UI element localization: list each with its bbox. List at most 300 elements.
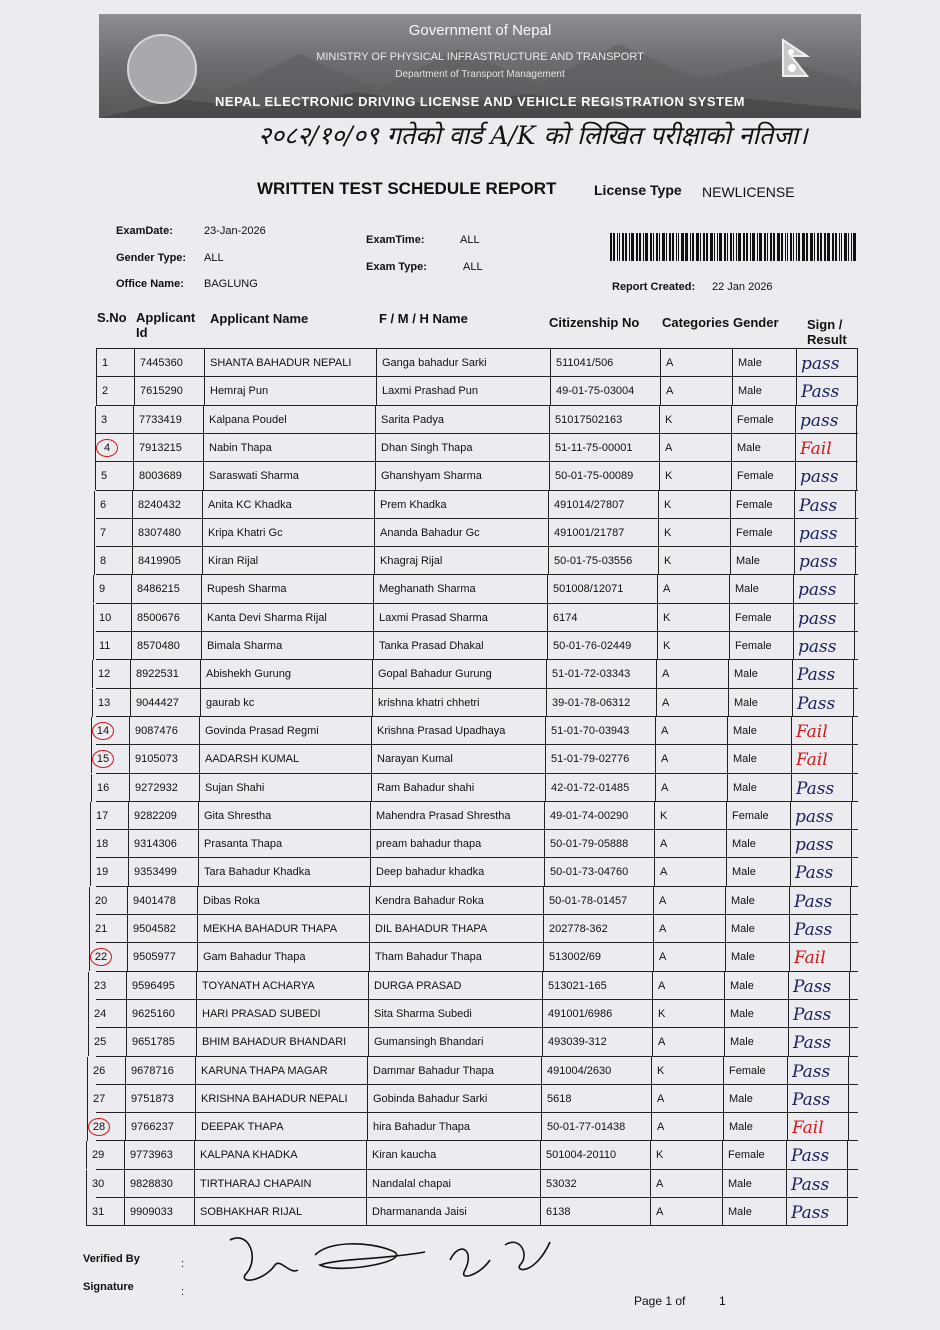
cell-result: pass — [793, 575, 855, 603]
barcode-bar — [738, 233, 741, 261]
cell-sno: 30 — [86, 1170, 124, 1198]
verified-by-label: Verified By — [83, 1253, 140, 1265]
department-title: Department of Transport Management — [395, 69, 565, 80]
table-row — [92, 1112, 858, 1141]
report-created-value: 22 Jan 2026 — [712, 281, 773, 293]
barcode-bar — [706, 233, 708, 261]
cell-category: K — [650, 1141, 722, 1169]
cell-category: A — [653, 915, 725, 943]
cell-sno — [89, 943, 127, 971]
exam-date-value: 23-Jan-2026 — [204, 225, 266, 237]
cell-name: TIRTHARAJ CHAPAIN — [194, 1170, 366, 1198]
cell-sno: 29 — [86, 1141, 124, 1169]
cell-id: 9044427 — [130, 689, 200, 717]
header-applicant-id: Applicant Id — [136, 310, 196, 340]
cell-sno: 11 — [93, 632, 131, 660]
barcode-bar — [743, 233, 745, 261]
table-row — [96, 348, 858, 377]
barcode-bar — [777, 233, 780, 261]
signature-colon: : — [181, 1286, 185, 1298]
cell-name: Kripa Khatri Gc — [202, 519, 374, 547]
cell-gender: Female — [731, 462, 795, 490]
cell-sno: 1 — [96, 349, 134, 377]
cell-id: 8486215 — [131, 575, 201, 603]
cell-name: BHIM BAHADUR BHANDARI — [196, 1028, 368, 1056]
barcode-bar — [619, 233, 620, 261]
table-row — [93, 1056, 858, 1085]
cell-sno — [87, 1113, 125, 1141]
barcode-bar — [832, 233, 834, 261]
header-categories: Categories — [662, 315, 730, 330]
exam-time-value: ALL — [460, 234, 480, 246]
cell-gender: Male — [728, 689, 792, 717]
barcode-bar — [643, 233, 644, 261]
barcode-bar — [672, 233, 674, 261]
cell-fmh: Dhan Singh Thapa — [375, 434, 549, 462]
cell-result: Pass — [789, 915, 851, 943]
barcode-bar — [610, 233, 612, 261]
cell-name: Gita Shrestha — [198, 802, 370, 830]
cell-id: 9596495 — [126, 972, 196, 1000]
cell-name: Govinda Prasad Regmi — [199, 717, 371, 745]
barcode-bar — [656, 233, 658, 261]
barcode-bar — [841, 233, 842, 261]
cell-result: pass — [790, 802, 852, 830]
cell-result: Fail — [789, 943, 851, 971]
cell-sno: 21 — [89, 915, 127, 943]
cell-category: A — [653, 887, 725, 915]
cell-gender: Male — [727, 717, 791, 745]
barcode-bar — [622, 233, 624, 261]
cell-fmh: Ghanshyam Sharma — [375, 462, 549, 490]
cell-citizenship: 50-01-73-04760 — [544, 858, 654, 886]
cell-gender: Female — [722, 1141, 786, 1169]
barcode-bar — [692, 233, 694, 261]
cell-category: A — [651, 1113, 723, 1141]
cell-citizenship: 50-01-78-01457 — [543, 887, 653, 915]
circled-sno-mark: 14 — [92, 722, 114, 740]
barcode-bar — [685, 233, 688, 261]
cell-sno: 31 — [86, 1198, 124, 1226]
barcode-bar — [820, 233, 822, 261]
table-row — [96, 942, 858, 971]
barcode-bar — [703, 233, 705, 261]
cell-result: pass — [796, 349, 858, 377]
cell-name: Bimala Sharma — [201, 632, 373, 660]
nepal-flag-icon — [781, 38, 811, 78]
cell-fmh: Ananda Bahadur Gc — [374, 519, 548, 547]
cell-gender: Female — [729, 632, 793, 660]
government-title: Government of Nepal — [408, 22, 552, 39]
cell-id: 9766237 — [125, 1113, 195, 1141]
cell-result: Fail — [791, 745, 853, 773]
cell-id: 7445360 — [134, 349, 204, 377]
cell-category: A — [650, 1198, 722, 1226]
cell-sno: 26 — [87, 1057, 125, 1085]
cell-name: HARI PRASAD SUBEDI — [196, 1000, 368, 1028]
table-row — [96, 376, 858, 405]
cell-id: 9087476 — [129, 717, 199, 745]
cell-name: SOBHAKHAR RIJAL — [194, 1198, 366, 1226]
table-row — [96, 688, 858, 717]
cell-name: KRISHNA BAHADUR NEPALI — [195, 1085, 367, 1113]
cell-name: Rupesh Sharma — [201, 575, 373, 603]
table-row — [93, 1084, 858, 1113]
barcode-bar — [650, 233, 652, 261]
barcode-bar — [678, 233, 679, 261]
barcode-bar — [669, 233, 671, 261]
table-row — [92, 1140, 858, 1169]
cell-sno — [91, 717, 129, 745]
cell-category: A — [654, 858, 726, 886]
cell-result: Pass — [794, 491, 856, 519]
cell-result: Pass — [792, 689, 854, 717]
cell-fmh: Gobinda Bahadur Sarki — [367, 1085, 541, 1113]
cell-result: Pass — [792, 660, 854, 688]
cell-result: Pass — [791, 774, 853, 802]
cell-fmh: Laxmi Prashad Pun — [376, 377, 550, 405]
header-applicant-name: Applicant Name — [210, 311, 309, 326]
cell-gender: Male — [723, 1113, 787, 1141]
page-total: 1 — [719, 1294, 726, 1308]
cell-citizenship: 491001/6986 — [542, 1000, 652, 1028]
table-row — [96, 971, 858, 1000]
barcode-bar — [631, 233, 634, 261]
cell-name: DEEPAK THAPA — [195, 1113, 367, 1141]
cell-sno: 13 — [92, 689, 130, 717]
barcode-bar — [733, 233, 734, 261]
cell-gender: Male — [725, 943, 789, 971]
cell-id: 9504582 — [127, 915, 197, 943]
barcode-bar — [806, 233, 808, 261]
cell-category: A — [650, 1170, 722, 1198]
barcode-bar — [666, 233, 667, 261]
barcode-bar — [796, 233, 797, 261]
barcode-bar — [681, 233, 684, 261]
cell-name: SHANTA BAHADUR NEPALI — [204, 349, 376, 377]
cell-citizenship: 51-01-79-02776 — [545, 745, 655, 773]
barcode-bar — [773, 233, 775, 261]
table-row — [96, 829, 858, 858]
barcode-bar — [727, 233, 728, 261]
cell-result: Pass — [786, 1198, 848, 1226]
cell-citizenship: 42-01-72-01485 — [545, 774, 655, 802]
cell-gender: Male — [724, 1000, 788, 1028]
cell-gender: Female — [730, 491, 794, 519]
cell-sno — [91, 745, 129, 773]
cell-name: Kalpana Poudel — [203, 406, 375, 434]
header-sno: S.No — [97, 310, 127, 325]
cell-citizenship: 501004-20110 — [540, 1141, 650, 1169]
barcode-bar — [790, 233, 792, 261]
cell-citizenship: 6138 — [540, 1198, 650, 1226]
cell-name: Saraswati Sharma — [203, 462, 375, 490]
cell-id: 8307480 — [132, 519, 202, 547]
cell-category: A — [660, 377, 732, 405]
cell-name: Kiran Rijal — [202, 547, 374, 575]
barcode-bar — [625, 233, 627, 261]
barcode-bar — [696, 233, 699, 261]
barcode-bar — [757, 233, 758, 261]
cell-name: Tara Bahadur Khadka — [198, 858, 370, 886]
header-banner — [99, 14, 861, 118]
cell-category: K — [654, 802, 726, 830]
cell-name: Prasanta Thapa — [198, 830, 370, 858]
barcode-icon — [610, 233, 858, 261]
barcode-bar — [639, 233, 641, 261]
cell-result: Pass — [796, 377, 858, 405]
cell-sno: 2 — [96, 377, 134, 405]
cell-fmh: krishna khatri chhetri — [372, 689, 546, 717]
cell-citizenship: 50-01-76-02449 — [547, 632, 657, 660]
cell-citizenship: 513002/69 — [543, 943, 653, 971]
cell-citizenship: 202778-362 — [543, 915, 653, 943]
cell-category: A — [655, 717, 727, 745]
cell-result: pass — [794, 547, 856, 575]
gender-type-value: ALL — [204, 252, 224, 264]
cell-result: Pass — [788, 1000, 850, 1028]
exam-type-value: ALL — [463, 261, 483, 273]
barcode-bar — [617, 233, 618, 261]
cell-fmh: Prem Khadka — [374, 491, 548, 519]
barcode-bar — [770, 233, 772, 261]
barcode-bar — [662, 233, 665, 261]
barcode-bar — [759, 233, 762, 261]
cell-fmh: Nandalal chapai — [366, 1170, 540, 1198]
cell-gender: Male — [726, 858, 790, 886]
cell-name: AADARSH KUMAL — [199, 745, 371, 773]
barcode-bar — [844, 233, 847, 261]
cell-result: pass — [795, 406, 857, 434]
cell-citizenship: 491004/2630 — [541, 1057, 651, 1085]
cell-sno: 6 — [94, 491, 132, 519]
barcode-bar — [750, 233, 751, 261]
cell-category: K — [657, 632, 729, 660]
cell-id: 9909033 — [124, 1198, 194, 1226]
cell-result: Fail — [791, 717, 853, 745]
cell-gender: Male — [726, 830, 790, 858]
barcode-bar — [793, 233, 794, 261]
cell-fmh: Mahendra Prasad Shrestha — [370, 802, 544, 830]
cell-fmh: Dharmananda Jaisi — [366, 1198, 540, 1226]
cell-sno: 3 — [95, 406, 133, 434]
cell-category: K — [658, 547, 730, 575]
barcode-bar — [690, 233, 691, 261]
header-fmh-name: F / M / H Name — [379, 311, 468, 326]
cell-result: Pass — [789, 887, 851, 915]
barcode-bar — [767, 233, 768, 261]
cell-result: Pass — [786, 1141, 848, 1169]
cell-id: 9272932 — [129, 774, 199, 802]
header-sign-result: Sign / Result — [807, 317, 847, 347]
cell-sno: 25 — [88, 1028, 126, 1056]
cell-fmh: Gumansingh Bhandari — [368, 1028, 542, 1056]
cell-name: Dibas Roka — [197, 887, 369, 915]
cell-gender: Male — [728, 660, 792, 688]
cell-result: Pass — [787, 1085, 849, 1113]
cell-id: 8922531 — [130, 660, 200, 688]
table-row — [96, 744, 858, 773]
signature-label: Signature — [83, 1281, 134, 1293]
cell-id: 9678716 — [125, 1057, 195, 1085]
barcode-bar — [798, 233, 800, 261]
cell-id: 9625160 — [126, 1000, 196, 1028]
cell-citizenship: 53032 — [540, 1170, 650, 1198]
barcode-bar — [764, 233, 766, 261]
report-title: WRITTEN TEST SCHEDULE REPORT — [257, 179, 557, 198]
cell-category: A — [655, 745, 727, 773]
cell-category: K — [659, 406, 731, 434]
cell-gender: Male — [723, 1085, 787, 1113]
cell-gender: Male — [724, 972, 788, 1000]
barcode-bar — [710, 233, 713, 261]
cell-fmh: pream bahadur thapa — [370, 830, 544, 858]
cell-name: TOYANATH ACHARYA — [196, 972, 368, 1000]
cell-gender: Male — [725, 887, 789, 915]
circled-sno-mark: 15 — [92, 750, 114, 768]
cell-result: Fail — [787, 1113, 849, 1141]
cell-id: 8419905 — [132, 547, 202, 575]
cell-id: 9773963 — [124, 1141, 194, 1169]
cell-id: 8570480 — [131, 632, 201, 660]
cell-gender: Female — [729, 604, 793, 632]
table-row — [96, 999, 858, 1028]
table-row — [96, 631, 858, 660]
cell-result: pass — [793, 632, 855, 660]
barcode-bar — [851, 233, 852, 261]
verified-by-colon: : — [181, 1258, 185, 1270]
barcode-bar — [839, 233, 840, 261]
table-row — [96, 1027, 858, 1056]
cell-fmh: Tanka Prasad Dhakal — [373, 632, 547, 660]
handwritten-headline: २०८२/१०/०९ गतेको वार्ड A/K को लिखित परीक्षाको नतिजा। — [258, 121, 808, 150]
cell-result: pass — [795, 462, 857, 490]
office-name-label: Office Name: — [116, 278, 184, 290]
cell-gender: Female — [726, 802, 790, 830]
barcode-bar — [827, 233, 830, 261]
cell-fmh: Sita Sharma Subedi — [368, 1000, 542, 1028]
cell-name: Hemraj Pun — [204, 377, 376, 405]
cell-category: A — [656, 689, 728, 717]
cell-sno — [95, 434, 133, 462]
cell-fmh: Dammar Bahadur Thapa — [367, 1057, 541, 1085]
barcode-bar — [853, 233, 856, 261]
cell-gender: Male — [727, 774, 791, 802]
cell-name: Anita KC Khadka — [202, 491, 374, 519]
barcode-bar — [785, 233, 786, 261]
cell-id: 7615290 — [134, 377, 204, 405]
cell-citizenship: 511041/506 — [550, 349, 660, 377]
cell-id: 9505977 — [127, 943, 197, 971]
barcode-bar — [653, 233, 654, 261]
barcode-bar — [700, 233, 701, 261]
cell-gender: Male — [722, 1198, 786, 1226]
cell-id: 7913215 — [133, 434, 203, 462]
barcode-bar — [781, 233, 783, 261]
cell-result: Pass — [787, 1057, 849, 1085]
barcode-bar — [714, 233, 715, 261]
cell-name: Sujan Shahi — [199, 774, 371, 802]
table-row — [96, 405, 858, 434]
cell-fmh: Krishna Prasad Upadhaya — [371, 717, 545, 745]
barcode-bar — [814, 233, 815, 261]
cell-citizenship: 49-01-74-00290 — [544, 802, 654, 830]
table-row — [96, 546, 858, 575]
table-row — [92, 1169, 858, 1198]
cell-id: 9651785 — [126, 1028, 196, 1056]
cell-citizenship: 49-01-75-03004 — [550, 377, 660, 405]
cell-gender: Female — [723, 1057, 787, 1085]
cell-result: Pass — [786, 1170, 848, 1198]
table-row — [96, 773, 858, 802]
exam-type-label: Exam Type: — [366, 261, 427, 273]
cell-fmh: DURGA PRASAD — [368, 972, 542, 1000]
cell-category: A — [660, 349, 732, 377]
cell-gender: Male — [725, 915, 789, 943]
cell-id: 9105073 — [129, 745, 199, 773]
cell-sno: 12 — [92, 660, 130, 688]
cell-name: KARUNA THAPA MAGAR — [195, 1057, 367, 1085]
cell-category: K — [659, 462, 731, 490]
table-row — [92, 1197, 858, 1226]
exam-time-label: ExamTime: — [366, 234, 425, 246]
cell-result: pass — [794, 519, 856, 547]
cell-citizenship: 5618 — [541, 1085, 651, 1113]
ministry-title: MINISTRY OF PHYSICAL INFRASTRUCTURE AND TRANSPORT — [316, 51, 644, 63]
cell-name: gaurab kc — [200, 689, 372, 717]
cell-result: Fail — [795, 434, 857, 462]
cell-citizenship: 51-11-75-00001 — [549, 434, 659, 462]
cell-sno: 7 — [94, 519, 132, 547]
circled-sno-mark: 4 — [96, 439, 118, 457]
cell-gender: Female — [731, 406, 795, 434]
cell-result: Pass — [788, 972, 850, 1000]
cell-category: K — [657, 604, 729, 632]
cell-sno: 10 — [93, 604, 131, 632]
cell-name: KALPANA KHADKA — [194, 1141, 366, 1169]
table-row — [96, 603, 858, 632]
cell-sno: 20 — [89, 887, 127, 915]
cell-citizenship: 51017502163 — [549, 406, 659, 434]
cell-result: pass — [790, 830, 852, 858]
cell-citizenship: 50-01-79-05888 — [544, 830, 654, 858]
cell-category: K — [652, 1000, 724, 1028]
cell-category: A — [654, 830, 726, 858]
barcode-bar — [802, 233, 805, 261]
license-type-value: NEWLICENSE — [702, 184, 795, 200]
cell-id: 7733419 — [133, 406, 203, 434]
cell-id: 9353499 — [128, 858, 198, 886]
cell-result: Pass — [788, 1028, 850, 1056]
barcode-bar — [824, 233, 826, 261]
cell-sno: 24 — [88, 1000, 126, 1028]
license-type-label: License Type — [594, 182, 682, 198]
cell-citizenship: 51-01-70-03943 — [545, 717, 655, 745]
cell-category: A — [651, 1085, 723, 1113]
cell-id: 9751873 — [125, 1085, 195, 1113]
cell-name: Abishekh Gurung — [200, 660, 372, 688]
barcode-bar — [717, 233, 718, 261]
cell-category: A — [655, 774, 727, 802]
cell-citizenship: 50-01-75-00089 — [549, 462, 659, 490]
barcode-bar — [817, 233, 819, 261]
cell-citizenship: 39-01-78-06312 — [546, 689, 656, 717]
table-row — [96, 490, 858, 519]
cell-sno: 18 — [90, 830, 128, 858]
cell-sno: 16 — [91, 774, 129, 802]
cell-fmh: Meghanath Sharma — [373, 575, 547, 603]
cell-fmh: Gopal Bahadur Gurung — [372, 660, 546, 688]
